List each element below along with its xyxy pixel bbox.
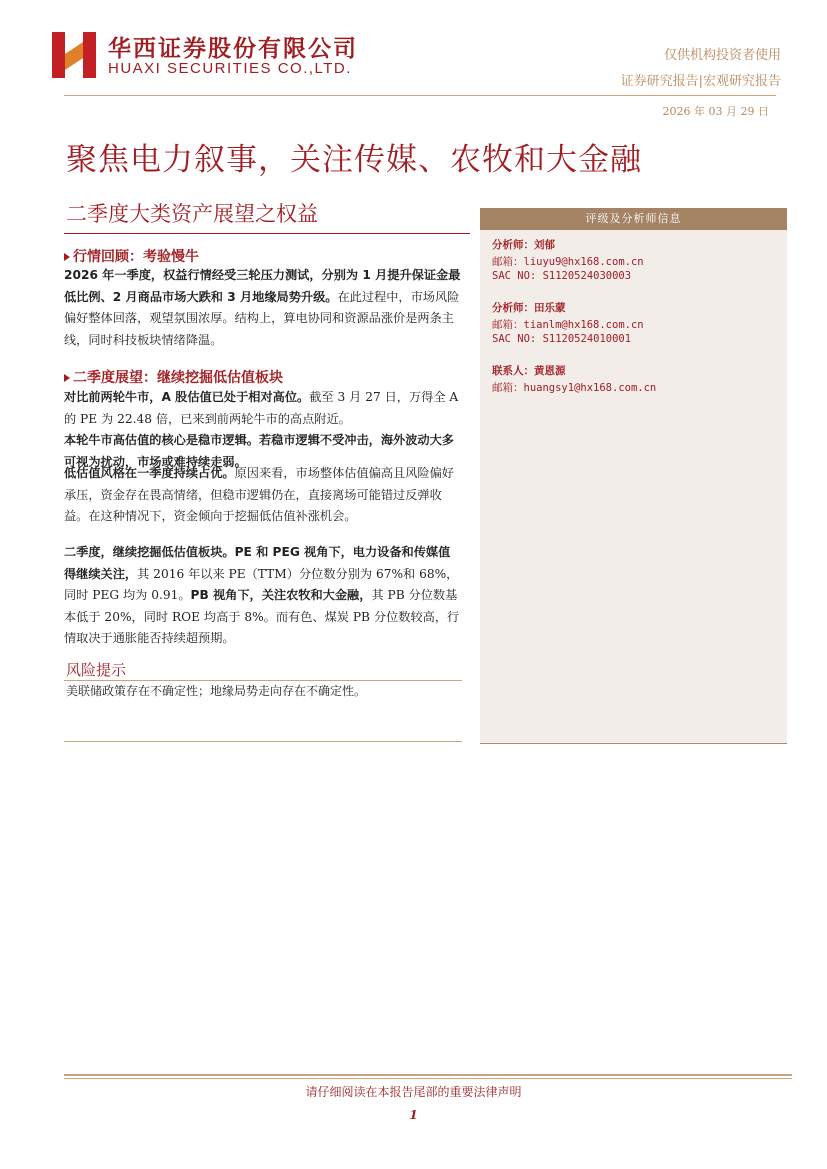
analyst-email[interactable]: 邮箱：tianlm@hx168.com.cn [492, 319, 644, 331]
triangle-bullet-icon [64, 374, 70, 382]
outlook-paragraph-style [64, 463, 462, 528]
analyst-sac-number: SAC NO: S1120524010001 [492, 333, 632, 345]
footer-disclaimer: 请仔细阅读在本报告尾部的重要法律声明 [305, 1085, 522, 1099]
q2-bold-text-2: PB 视角下，关注农牧和大金融， [190, 588, 372, 602]
analyst-sac-number: SAC NO: S1120524030003 [492, 270, 632, 282]
company-name-en: HUAXI SECURITIES CO.,LTD. [108, 60, 352, 77]
company-name-cn: 华西证券股份有限公司 [108, 36, 358, 62]
contact-email[interactable]: 邮箱：huangsy1@hx168.com.cn [492, 382, 657, 394]
analyst-email[interactable]: 邮箱：liuyu9@hx168.com.cn [492, 256, 644, 268]
outlook-paragraph-valuation [64, 387, 462, 430]
valuation-text: 截至 3 月 27 日，万得全 A 的 PE 为 22.48 倍，已来到前两轮牛市的高点附近。 [64, 390, 459, 426]
contact-name: 联系人：黄恩源 [492, 365, 566, 377]
footer-divider-thin [64, 1078, 792, 1079]
section-heading-text: 二季度展望：继续挖掘低估值板块 [73, 370, 283, 386]
review-paragraph [64, 265, 462, 351]
report-title: 聚焦电力叙事，关注传媒、农牧和大金融 [66, 142, 642, 178]
subtitle-divider [64, 233, 470, 234]
review-text: 在此过程中，市场风险偏好整体回落，观望氛围浓厚。结构上，算电协同和资源品涨价是两条主线，同时科技板块情绪降温。 [64, 289, 460, 347]
review-bold-text: 2026 年一季度，权益行情经受三轮压力测试，分别为 1 月提升保证金最低比例、2 月商品市场大跌和 3 月地缘局势升级。 [64, 268, 461, 304]
analyst-name: 分析师：田乐蒙 [492, 302, 566, 314]
style-text: 原因来看，市场整体估值偏高且风险偏好承压，资金存在畏高情绪，但稳市逻辑仍在，直接离场可能错过反弹收益。在这种情况下，资金倾向于挖掘低估值补涨机会。 [64, 466, 454, 523]
triangle-bullet-icon [64, 253, 70, 261]
outlook-paragraph-q2 [64, 542, 462, 650]
q2-text-1: 其 2016 年以来 PE（TTM）分位数分别为 67%和 68%，同时 PEG 均为 0.91。 [64, 566, 459, 602]
logic-bold-text: 本轮牛市高估值的核心是稳市逻辑。若稳市逻辑不受冲击，海外波动大多可视为扰动，市场或难持续走弱。 [64, 433, 454, 469]
left-column-bottom-divider [64, 741, 462, 742]
risk-heading: 风险提示 [66, 661, 127, 679]
analyst-info-panel [480, 208, 787, 744]
section-heading-outlook [64, 367, 283, 387]
q2-text-2: 其 PB 分位数基本低于 20%，同时 ROE 均高于 8%。而有色、煤炭 PB 分位数较高，行情取决于通胀能否持续超预期。 [64, 588, 460, 645]
risk-divider [64, 680, 462, 681]
huaxi-logo-icon [52, 32, 96, 78]
report-subtitle: 二季度大类资产展望之权益 [66, 202, 318, 226]
section-heading-text: 行情回顾：考验慢牛 [73, 249, 199, 265]
header-divider [64, 95, 776, 96]
risk-text: 美联储政策存在不确定性；地缘局势走向存在不确定性。 [66, 684, 367, 698]
page-number: 1 [409, 1108, 418, 1122]
analyst-info-heading: 评级及分析师信息 [480, 208, 787, 230]
footer-divider [64, 1074, 792, 1076]
report-date: 2026 年 03 月 29 日 [662, 105, 769, 118]
report-type: 证券研究报告|宏观研究报告 [620, 74, 781, 89]
valuation-bold-text: 对比前两轮牛市，A 股估值已处于相对高位。 [64, 390, 310, 404]
section-heading-review [64, 246, 199, 266]
q2-bold-text-1: 二季度，继续挖掘低估值板块。PE 和 PEG 视角下，电力设备和传媒值得继续关注， [64, 545, 451, 581]
analyst-name: 分析师：刘郁 [492, 239, 555, 251]
style-bold-text: 低估值风格在一季度持续占优。 [64, 466, 235, 480]
audience-note: 仅供机构投资者使用 [663, 48, 781, 63]
